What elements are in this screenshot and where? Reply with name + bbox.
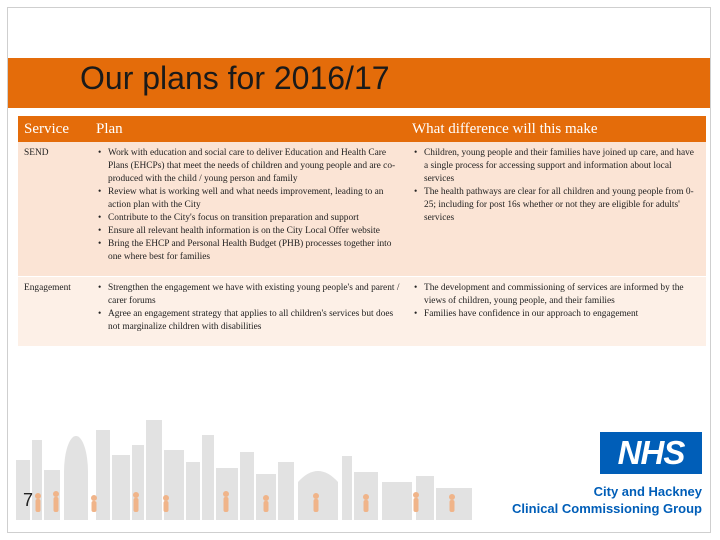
plan-item: • Bring the EHCP and Personal Health Budget (PHB) processes together into one where best for families [108, 238, 400, 264]
header-difference: What difference will this make [406, 116, 706, 142]
nhs-logo: NHS [600, 432, 702, 474]
difference-item: • The health pathways are clear for all children and young people from 0-25; including for post 16s whether or not they are eligible for adults' services [424, 186, 700, 225]
plan-item: • Ensure all relevant health information is on the City Local Offer website [108, 225, 400, 238]
plan-item: • Contribute to the City's focus on transition preparation and support [108, 212, 400, 225]
header-plan: Plan [90, 116, 406, 142]
page-number: 7 [23, 490, 34, 510]
difference-cell [406, 276, 706, 345]
table-header-row [18, 116, 706, 142]
header-service: Service [18, 116, 90, 142]
difference-item: • Families have confidence in our approach to engagement [424, 308, 700, 321]
plan-item: • Strengthen the engagement we have with existing young people's and parent / carer forums [108, 282, 400, 308]
organization-name-line1: City and Hackney [593, 484, 702, 499]
service-cell: Engagement [18, 276, 90, 345]
difference-item: • Children, young people and their families have joined up care, and have a single process for accessing support and information about local services [424, 147, 700, 186]
plans-table [18, 116, 706, 346]
difference-item: • The development and commissioning of services are informed by the views of children, young people, and their families [424, 282, 700, 308]
plan-cell [90, 276, 406, 345]
plan-cell [90, 142, 406, 276]
plan-item: • Agree an engagement strategy that applies to all children's services but does not marginalize children with disabilities [108, 308, 400, 334]
difference-cell [406, 142, 706, 276]
table-row [18, 142, 706, 276]
organization-name [512, 484, 702, 517]
slide-title: Our plans for 2016/17 [80, 60, 390, 96]
service-cell: SEND [18, 142, 90, 276]
plan-item: • Work with education and social care to deliver Education and Health Care Plans (EHCPs) that meet the needs of children and young people and are co-produced with the child / young person and family [108, 147, 400, 186]
city-skyline-illustration [16, 400, 472, 520]
organization-name-line2: Clinical Commissioning Group [512, 500, 702, 516]
table-row [18, 276, 706, 345]
plan-item: • Review what is working well and what needs improvement, leading to an action plan with the City [108, 186, 400, 212]
